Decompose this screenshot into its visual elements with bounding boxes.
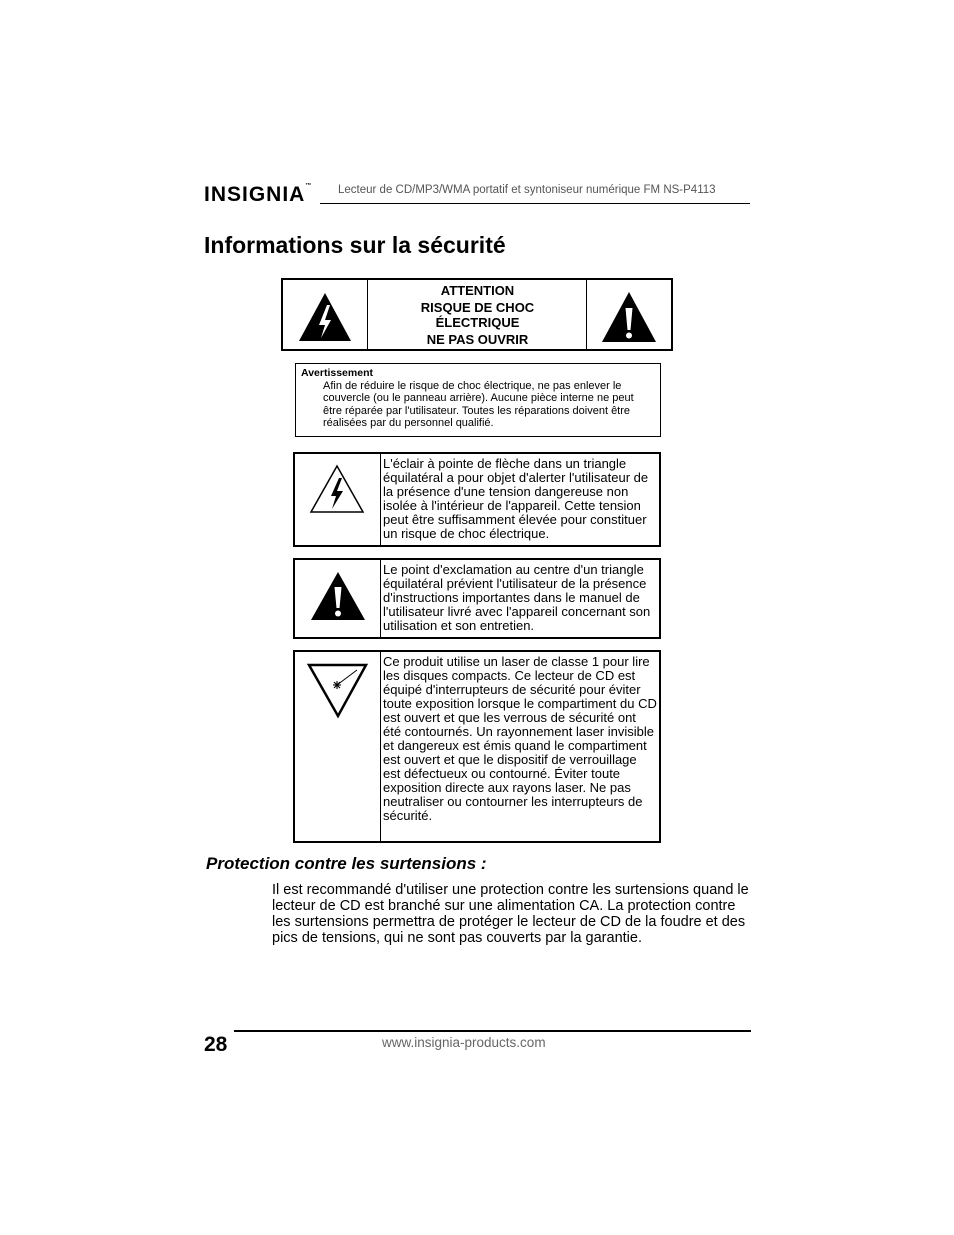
- laser-triangle-icon: [295, 652, 380, 841]
- warning-label: Avertissement: [301, 367, 373, 379]
- brand-logo: [204, 183, 311, 207]
- page-title: Informations sur la sécurité: [204, 232, 506, 258]
- brand-logo-text: INSIGNIA: [204, 183, 306, 206]
- symbol-description: Ce produit utilise un laser de classe 1 pour lire les disques compacts. Ce lecteur de CD est équipé d'interrupteurs de sécurité pour éviter toute exposition lorsque le compartiment du CD est ouvert et que les verrous de sécurité ont été contournés. Un rayonnement laser invisible et dangereux est émis quand le compartiment est ouvert et que le dispositif de verrouillage est défectueux ou contourné. Éviter toute exposition directe aux rayons laser. Ne pas neutraliser ou contourner les interrupteurs de sécurité.: [383, 654, 657, 823]
- trademark-symbol: ™: [305, 183, 312, 189]
- symbol-icon-cell: [295, 560, 381, 637]
- attention-heading: ATTENTION: [440, 283, 515, 298]
- header-divider: [320, 203, 750, 204]
- lightning-bolt-triangle-icon: [295, 454, 380, 545]
- exclamation-triangle-icon: [295, 560, 380, 637]
- page-number: 28: [204, 1033, 228, 1056]
- symbol-box-laser: [293, 650, 661, 843]
- warning-text: Afin de réduire le risque de choc électrique, ne pas enlever le couvercle (ou le panneau arrière). Aucune pièce interne ne peut être réparée par l'utilisateur. Toutes les réparations doivent être réalisées par du personnel qualifié.: [323, 380, 634, 430]
- attention-line-electric: ÉLECTRIQUE: [435, 315, 520, 330]
- attention-text: [368, 283, 587, 347]
- lightning-bolt-triangle-icon: [283, 280, 367, 349]
- exclamation-triangle-icon: [587, 280, 671, 349]
- warning-box: [295, 363, 661, 437]
- attention-right-cell: [586, 280, 671, 349]
- symbol-icon-cell: [295, 652, 381, 841]
- footer-url: www.insignia-products.com: [382, 1035, 546, 1050]
- document-header-title: Lecteur de CD/MP3/WMA portatif et syntoniseur numérique FM NS-P4113: [338, 184, 716, 196]
- symbol-box-exclamation: [293, 558, 661, 639]
- attention-line-do-not-open: NE PAS OUVRIR: [426, 332, 529, 347]
- attention-box: [281, 278, 673, 351]
- symbol-description: L'éclair à pointe de flèche dans un triangle équilatéral a pour objet d'alerter l'utilisateur de la présence d'une tension dangereuse non isolée à l'intérieur de l'appareil. Cette tension peut être suffisamment élevée pour constituer un risque de choc électrique.: [383, 456, 649, 541]
- symbol-box-lightning: [293, 452, 661, 547]
- attention-left-cell: [283, 280, 368, 349]
- attention-line-shock-risk: RISQUE DE CHOC: [420, 300, 535, 315]
- section-title: Protection contre les surtensions :: [206, 854, 487, 873]
- footer-divider: [234, 1030, 751, 1032]
- section-body: Il est recommandé d'utiliser une protection contre les surtensions quand le lecteur de CD est branché sur une alimentation CA. La protection contre les surtensions permettra de protéger le lecteur de CD de la foudre et des pics de tensions, qui ne sont pas couverts par la garantie.: [272, 882, 749, 946]
- symbol-icon-cell: [295, 454, 381, 545]
- symbol-description: Le point d'exclamation au centre d'un triangle équilatéral prévient l'utilisateur de la présence d'instructions importantes dans le manuel de l'utilisateur livré avec l'appareil concernant son utilisation et son entretien.: [383, 562, 651, 633]
